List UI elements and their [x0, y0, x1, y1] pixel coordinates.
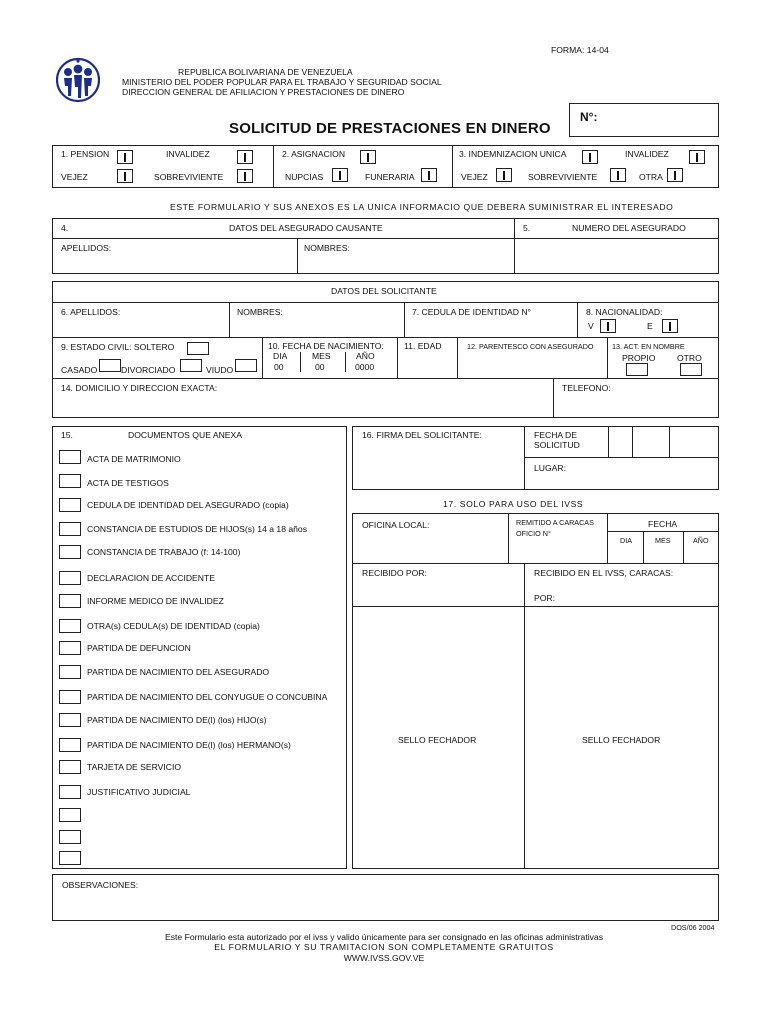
label-pension: 1. PENSION — [61, 149, 110, 159]
label-ivss-dia: DIA — [620, 536, 632, 545]
document-checkbox[interactable] — [59, 713, 81, 727]
checkbox-viudo[interactable] — [235, 359, 257, 372]
label-nacionalidad: 8. NACIONALIDAD: — [586, 307, 663, 317]
document-label: OTRA(s) CEDULA(s) DE IDENTIDAD (copia) — [87, 621, 260, 631]
document-label: JUSTIFICATIVO JUDICIAL — [87, 787, 191, 797]
label-viudo: VIUDO — [206, 365, 234, 375]
label-fecha-solicitud-2: SOLICITUD — [534, 440, 580, 450]
footer-line1: Este Formulario esta autorizado por el ivss y valido únicamente para ser consignado en las oficinas administrativas — [164, 932, 604, 942]
checkbox-extranjero[interactable] — [662, 319, 678, 333]
label-otra: OTRA — [639, 172, 663, 182]
observations-box[interactable] — [52, 874, 719, 921]
document-label: ACTA DE TESTIGOS — [87, 478, 169, 488]
document-label: DECLARACION DE ACCIDENTE — [87, 573, 215, 583]
document-checkbox[interactable] — [59, 474, 81, 488]
ivss-logo-icon — [56, 56, 100, 104]
request-number-box[interactable] — [569, 103, 719, 137]
label-remitido-2: OFICIO N° — [516, 529, 551, 538]
document-checkbox[interactable] — [59, 830, 81, 844]
document-checkbox[interactable] — [59, 738, 81, 752]
header-line1: REPUBLICA BOLIVARIANA DE VENEZUELA — [178, 67, 353, 77]
label-funeraria: FUNERARIA — [365, 172, 415, 182]
place-field[interactable]: LUGAR: — [534, 463, 566, 473]
label-ivss-mes: MES — [655, 536, 671, 545]
checkbox-propio[interactable] — [626, 363, 648, 376]
label-edad: 11. EDAD — [404, 341, 442, 351]
label-venezolano: V — [588, 321, 594, 331]
insured-name-field[interactable]: NOMBRES: — [304, 243, 350, 253]
checkbox-sobreviviente[interactable] — [237, 169, 253, 183]
page-title: SOLICITUD DE PRESTACIONES EN DINERO — [229, 120, 551, 137]
document-label: PARTIDA DE NACIMIENTO DEL CONYUGUE O CONCUBINA — [87, 692, 328, 702]
document-label: ACTA DE MATRIMONIO — [87, 454, 181, 464]
document-checkbox[interactable] — [59, 641, 81, 655]
checkbox-indemnizacion[interactable] — [582, 150, 598, 164]
checkbox-sobreviviente-2[interactable] — [610, 168, 626, 182]
label-extranjero: E — [647, 321, 653, 331]
label-propio: PROPIO — [622, 353, 656, 363]
document-label: TARJETA DE SERVICIO — [87, 762, 182, 772]
checkbox-nupcias[interactable] — [332, 168, 348, 182]
label-ivss-ano: AÑO — [693, 536, 709, 545]
document-checkbox[interactable] — [59, 785, 81, 799]
insured-number-5: 5. — [523, 223, 531, 233]
insured-id-header: NUMERO DEL ASEGURADO — [572, 223, 686, 233]
label-act-nombre: 13. ACT. EN NOMBRE — [612, 342, 685, 351]
document-checkbox[interactable] — [59, 760, 81, 774]
label-divorciado: DIVORCIADO — [121, 365, 176, 375]
document-checkbox[interactable] — [59, 594, 81, 608]
ivss-section — [352, 513, 719, 869]
label-sobreviviente-2: SOBREVIVIENTE — [528, 172, 598, 182]
checkbox-vejez-2[interactable] — [496, 168, 512, 182]
form-revision-code: DOS/06 2004 — [671, 923, 715, 932]
checkbox-vejez[interactable] — [117, 169, 133, 183]
address-field[interactable]: 14. DOMICILIO Y DIRECCION EXACTA: — [61, 383, 218, 393]
document-label: PARTIDA DE NACIMIENTO DE(l) (los) HIJO(s) — [87, 715, 267, 725]
document-checkbox[interactable] — [59, 498, 81, 512]
label-asignacion: 2. ASIGNACION — [282, 149, 346, 159]
label-parentesco: 12. PARENTESCO CON ASEGURADO — [467, 342, 594, 351]
received-by-name-field[interactable]: POR: — [534, 593, 556, 603]
document-checkbox[interactable] — [59, 851, 81, 865]
label-casado: CASADO — [61, 365, 98, 375]
checkbox-invalidez[interactable] — [237, 150, 253, 164]
label-otro: OTRO — [677, 353, 702, 363]
documents-header: DOCUMENTOS QUE ANEXA — [128, 430, 242, 440]
footer-website: WWW.IVSS.GOV.VE — [343, 953, 425, 963]
request-number-label: N°: — [580, 110, 598, 124]
document-label: INFORME MEDICO DE INVALIDEZ — [87, 596, 224, 606]
applicant-header: DATOS DEL SOLICITANTE — [331, 286, 437, 296]
document-checkbox[interactable] — [59, 619, 81, 633]
checkbox-soltero[interactable] — [187, 342, 209, 355]
label-invalidez-2: INVALIDEZ — [625, 149, 669, 159]
birth-day-value[interactable]: 00 — [274, 362, 284, 372]
header-line2: MINISTERIO DEL PODER POPULAR PARA EL TRABAJO Y SEGURIDAD SOCIAL — [122, 77, 442, 87]
date-stamp-2: SELLO FECHADOR — [582, 735, 661, 745]
label-vejez: VEJEZ — [61, 172, 88, 182]
ivss-logo — [56, 56, 100, 104]
document-label: PARTIDA DE DEFUNCION — [87, 643, 191, 653]
local-office-field[interactable]: OFICINA LOCAL: — [362, 520, 430, 530]
document-label: CONSTANCIA DE TRABAJO (f: 14-100) — [87, 547, 241, 557]
label-ivss-fecha: FECHA — [648, 519, 678, 529]
label-fecha-nacimiento: 10. FECHA DE NACIMIENTO: — [268, 341, 384, 351]
checkbox-casado[interactable] — [99, 359, 121, 372]
footer-line2: EL FORMULARIO Y SU TRAMITACION SON COMPLETAMENTE GRATUITOS — [214, 942, 554, 952]
document-checkbox[interactable] — [59, 522, 81, 536]
observations-label: OBSERVACIONES: — [62, 880, 139, 890]
label-indemnizacion: 3. INDEMNIZACION UNICA — [459, 149, 567, 159]
phone-field[interactable]: TELEFONO: — [562, 383, 611, 393]
document-checkbox[interactable] — [59, 665, 81, 679]
document-label: PARTIDA DE NACIMIENTO DEL ASEGURADO — [87, 667, 270, 677]
label-vejez-2: VEJEZ — [461, 172, 488, 182]
received-ivss-field[interactable]: RECIBIDO EN EL IVSS, CARACAS: — [534, 568, 674, 578]
checkbox-invalidez-2[interactable] — [689, 150, 705, 164]
checkbox-otro[interactable] — [680, 363, 702, 376]
form-code: FORMA: 14-04 — [551, 45, 609, 55]
checkbox-asignacion[interactable] — [360, 150, 376, 164]
signature-field[interactable]: 16. FIRMA DEL SOLICITANTE: — [362, 430, 482, 440]
documents-number: 15. — [61, 430, 73, 440]
label-mes: MES — [312, 351, 331, 361]
insured-surname-field[interactable]: APELLIDOS: — [61, 243, 112, 253]
received-by-field[interactable]: RECIBIDO POR: — [362, 568, 427, 578]
header-line3: DIRECCION GENERAL DE AFILIACION Y PRESTACIONES DE DINERO — [122, 87, 405, 97]
applicant-id-field[interactable]: 7. CEDULA DE IDENTIDAD N° — [412, 307, 531, 317]
label-dia: DIA — [273, 351, 288, 361]
document-label: PARTIDA DE NACIMIENTO DE(l) (los) HERMANO(s) — [87, 740, 291, 750]
document-checkbox[interactable] — [59, 690, 81, 704]
insured-header: DATOS DEL ASEGURADO CAUSANTE — [229, 223, 383, 233]
notice-text: ESTE FORMULARIO Y SUS ANEXOS ES LA UNICA INFORMACIO QUE DEBERA SUMINISTRAR EL INTERESADO — [170, 202, 674, 212]
birth-year-value[interactable]: 0000 — [355, 362, 375, 372]
document-label: CEDULA DE IDENTIDAD DEL ASEGURADO (copia) — [87, 500, 289, 510]
label-estado-civil: 9. ESTADO CIVIL: SOLTERO — [61, 342, 175, 352]
ivss-header: 17. SOLO PARA USO DEL IVSS — [443, 499, 584, 509]
label-fecha-solicitud-1: FECHA DE — [534, 430, 577, 440]
label-ano: AÑO — [356, 351, 375, 361]
checkbox-otra[interactable] — [667, 168, 683, 182]
document-label: CONSTANCIA DE ESTUDIOS DE HIJOS(s) 14 a 18 años — [87, 524, 307, 534]
label-nupcias: NUPCIAS — [285, 172, 324, 182]
document-checkbox[interactable] — [59, 808, 81, 822]
checkbox-venezolano[interactable] — [600, 319, 616, 333]
document-checkbox[interactable] — [59, 571, 81, 585]
document-checkbox[interactable] — [59, 545, 81, 559]
label-sobreviviente: SOBREVIVIENTE — [154, 172, 224, 182]
document-checkbox[interactable] — [59, 450, 81, 464]
label-invalidez: INVALIDEZ — [166, 149, 210, 159]
applicant-name-field[interactable]: NOMBRES: — [237, 307, 283, 317]
checkbox-funeraria[interactable] — [421, 168, 437, 182]
applicant-surname-field[interactable]: 6. APELLIDOS: — [61, 307, 121, 317]
checkbox-divorciado[interactable] — [180, 359, 202, 372]
insured-number: 4. — [61, 223, 69, 233]
birth-month-value[interactable]: 00 — [315, 362, 325, 372]
date-stamp-1: SELLO FECHADOR — [398, 735, 477, 745]
checkbox-pension[interactable] — [117, 150, 133, 164]
label-remitido-1: REMITIDO A CARACAS — [516, 518, 594, 527]
